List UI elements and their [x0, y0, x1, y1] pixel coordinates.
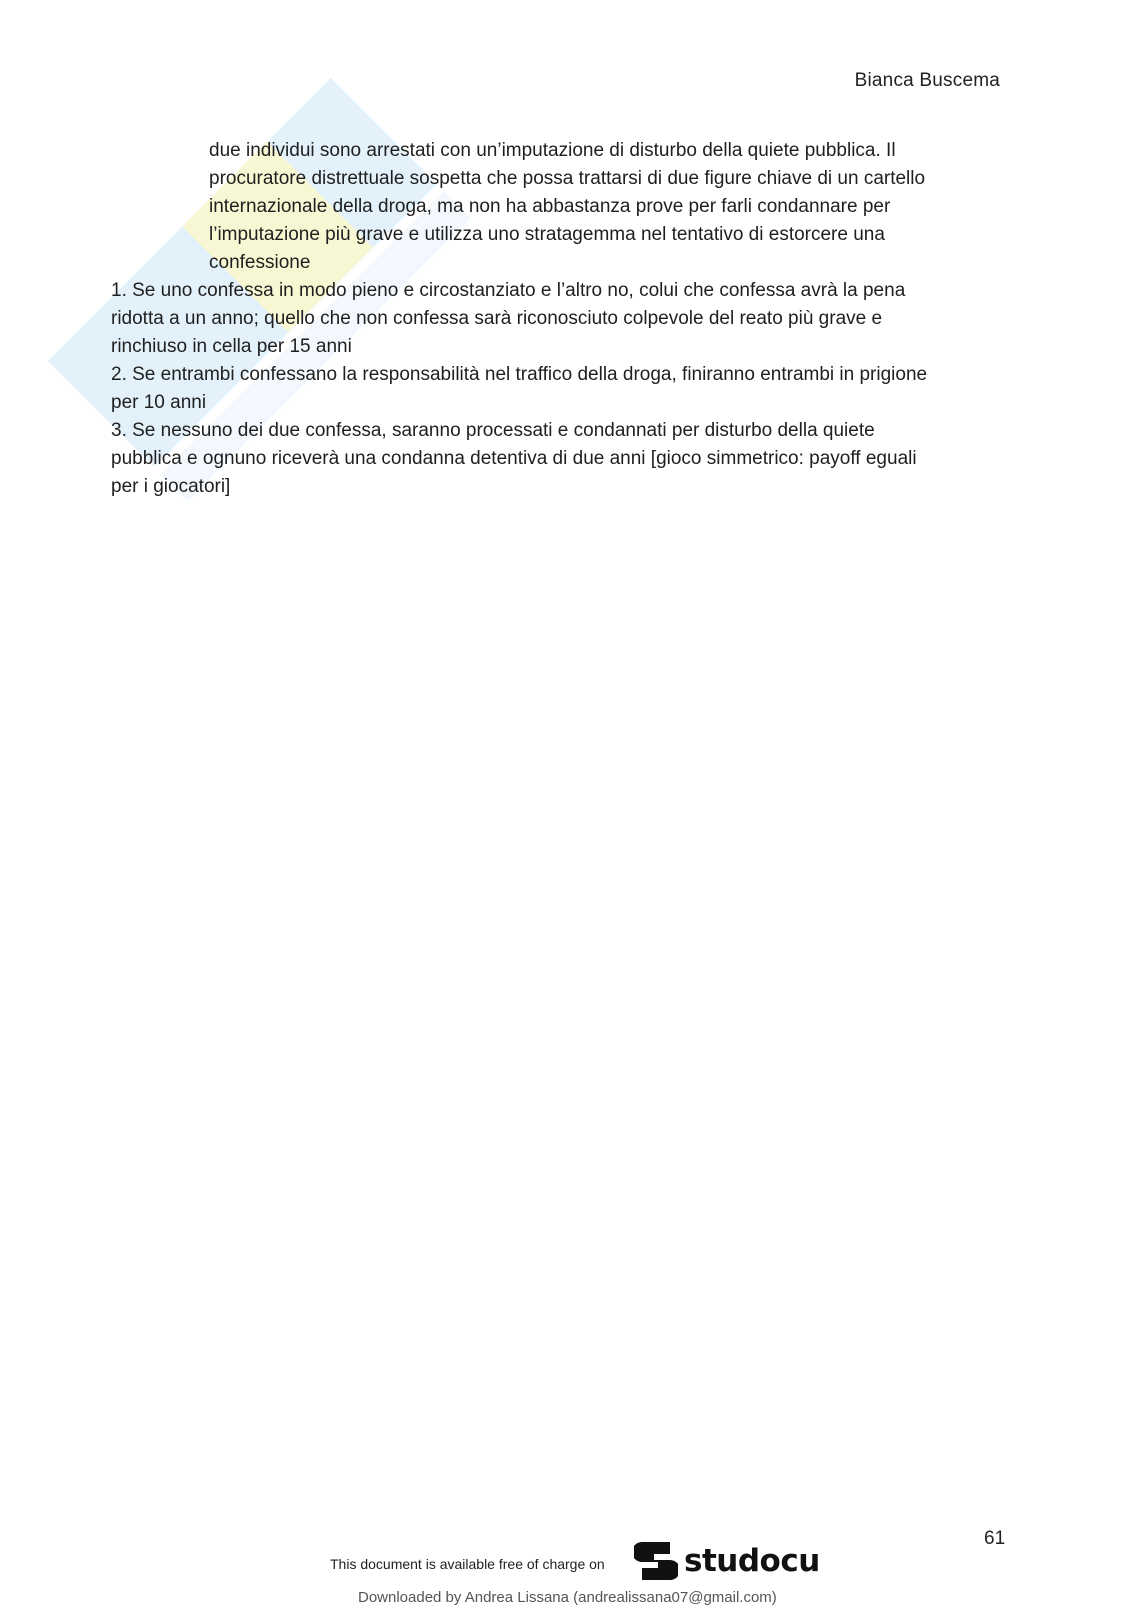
studocu-icon	[634, 1538, 678, 1584]
scenario-list	[111, 277, 1031, 501]
header-author: Bianca Buscema	[854, 70, 1000, 91]
list-line: 3. Se nessuno dei due confessa, saranno processati e condannati per disturbo della quiete	[111, 420, 875, 441]
list-line: 2. Se entrambi confessano la responsabilità nel traffico della droga, finiranno entrambi in prigione	[111, 364, 928, 385]
studocu-logo[interactable]	[634, 1538, 820, 1584]
intro-line: confessione	[209, 252, 311, 273]
availability-note: This document is available free of charge on	[330, 1556, 605, 1572]
page-number: 61	[984, 1528, 1006, 1549]
intro-paragraph	[209, 137, 1029, 277]
list-line: pubblica e ognuno riceverà una condanna detentiva di due anni [gioco simmetrico: payoff eguali	[111, 448, 917, 469]
intro-line: procuratore distrettuale sospetta che possa trattarsi di due figure chiave di un cartello	[209, 168, 926, 189]
list-line: per 10 anni	[111, 392, 207, 413]
intro-line: due individui sono arrestati con un’imputazione di disturbo della quiete pubblica. Il	[209, 140, 896, 161]
list-line: 1. Se uno confessa in modo pieno e circostanziato e l’altro no, colui che confessa avrà la pena	[111, 280, 906, 301]
list-line: rinchiuso in cella per 15 anni	[111, 336, 352, 357]
downloaded-by: Downloaded by Andrea Lissana (andrealissana07@gmail.com)	[358, 1589, 777, 1606]
intro-line: internazionale della droga, ma non ha abbastanza prove per farli condannare per	[209, 196, 891, 217]
list-line: per i giocatori]	[111, 476, 231, 497]
list-line: ridotta a un anno; quello che non confessa sarà riconosciuto colpevole del reato più grave e	[111, 308, 883, 329]
studocu-wordmark: studocu	[684, 1543, 820, 1579]
intro-line: l’imputazione più grave e utilizza uno stratagemma nel tentativo di estorcere una	[209, 224, 885, 245]
